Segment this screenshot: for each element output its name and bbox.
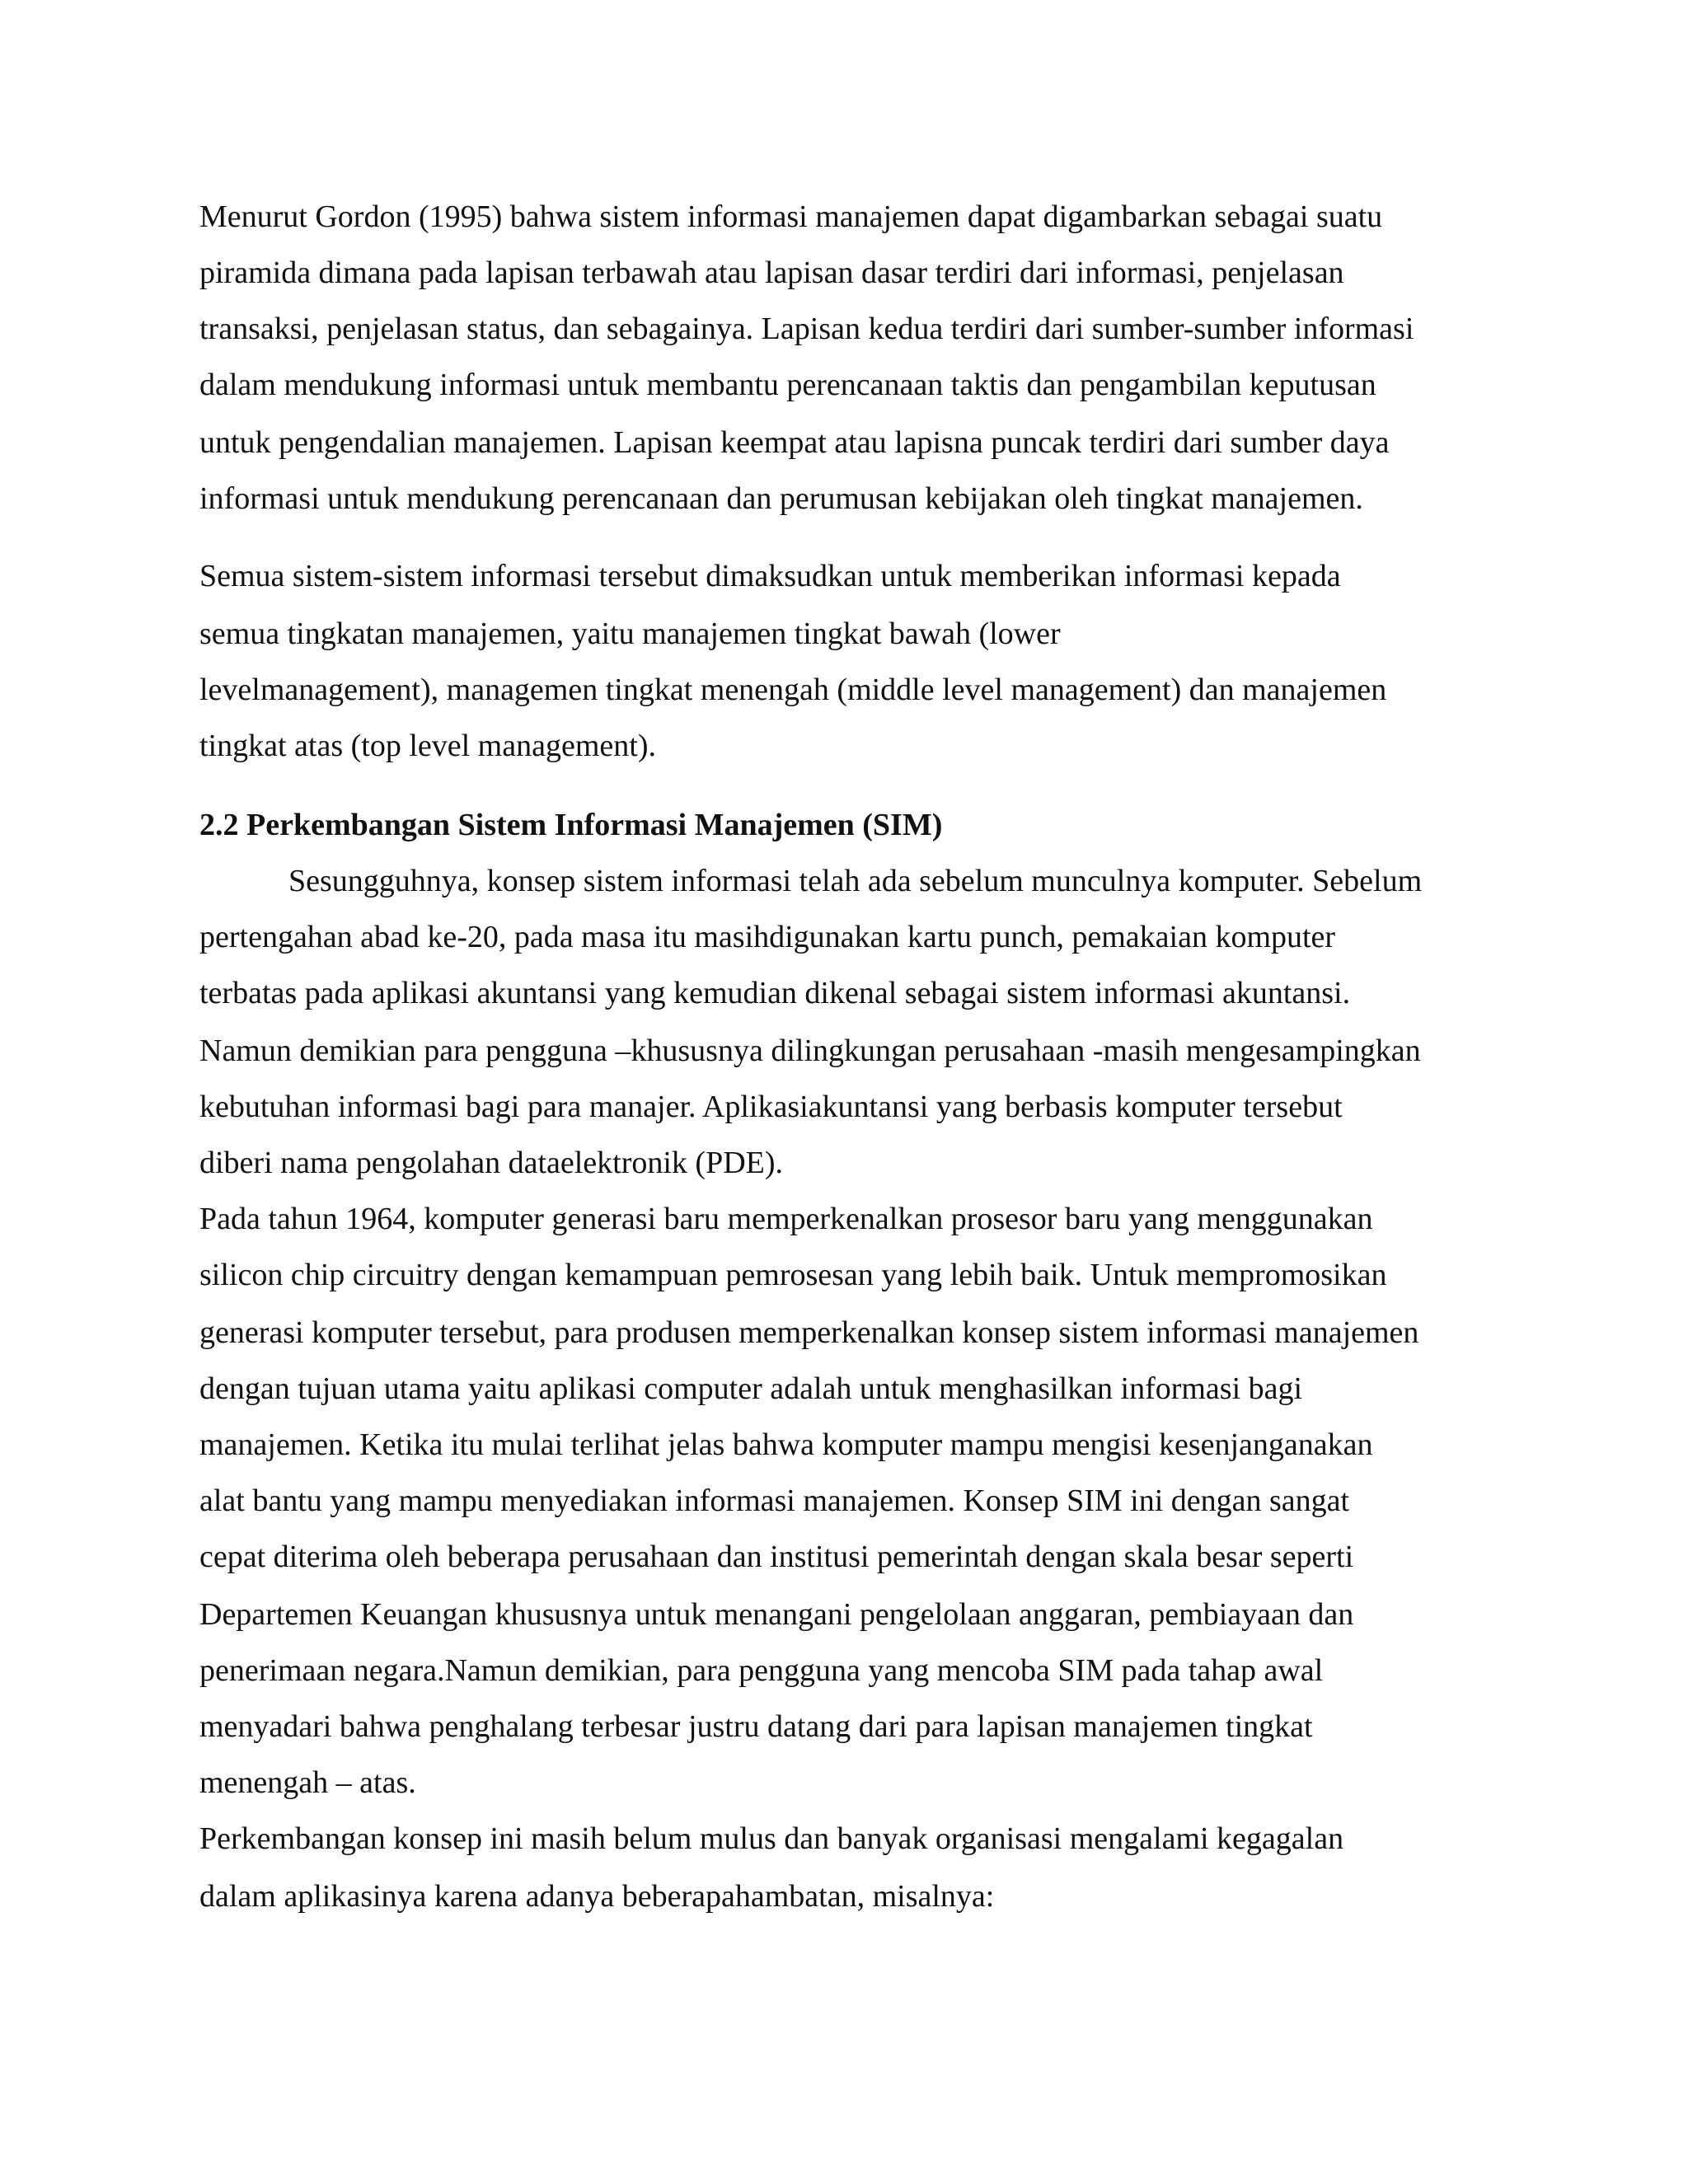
paragraph-2-line-2: semua tingkatan manajemen, yaitu manajemen tingkat bawah (lower [199,616,1061,651]
paragraph-3-line-6: diberi nama pengolahan dataelektronik (PDE). [199,1146,784,1180]
section-heading: 2.2 Perkembangan Sistem Informasi Manajemen (SIM) [199,808,943,842]
paragraph-3-line-2: pertengahan abad ke-20, pada masa itu masihdigunakan kartu punch, pemakaian komputer [199,920,1336,954]
paragraph-1-line-5: untuk pengendalian manajemen. Lapisan keempat atau lapisna puncak terdiri dari sumber daya [199,425,1390,460]
paragraph-1-line-1: Menurut Gordon (1995) bahwa sistem informasi manajemen dapat digambarkan sebagai suatu [199,199,1383,234]
paragraph-4-line-3: generasi komputer tersebut, para produsen memperkenalkan konsep sistem informasi manajemen [199,1315,1419,1350]
paragraph-4-line-11: menengah – atas. [199,1765,416,1800]
paragraph-2-line-1: Semua sistem-sistem informasi tersebut dimaksudkan untuk memberikan informasi kepada [199,559,1341,593]
paragraph-4-line-8: Departemen Keuangan khususnya untuk menangani pengelolaan anggaran, pembiayaan dan [199,1597,1354,1632]
paragraph-4-line-10: menyadari bahwa penghalang terbesar justru datang dari para lapisan manajemen tingkat [199,1709,1313,1744]
paragraph-4-line-5: manajemen. Ketika itu mulai terlihat jelas bahwa komputer mampu mengisi kesenjanganakan [199,1427,1373,1462]
paragraph-1-line-2: piramida dimana pada lapisan terbawah atau lapisan dasar terdiri dari informasi, penjelasan [199,255,1344,290]
paragraph-4-line-6: alat bantu yang mampu menyediakan informasi manajemen. Konsep SIM ini dengan sangat [199,1483,1350,1518]
paragraph-4-line-9: penerimaan negara.Namun demikian, para pengguna yang mencoba SIM pada tahap awal [199,1653,1324,1688]
paragraph-1-line-3: transaksi, penjelasan status, dan sebagainya. Lapisan kedua terdiri dari sumber-sumber informasi [199,312,1414,346]
paragraph-1-line-4: dalam mendukung informasi untuk membantu perencanaan taktis dan pengambilan keputusan [199,368,1376,402]
paragraph-4-line-4: dengan tujuan utama yaitu aplikasi computer adalah untuk menghasilkan informasi bagi [199,1371,1303,1406]
paragraph-3-line-4: Namun demikian para pengguna –khususnya dilingkungan perusahaan -masih mengesampingkan [199,1033,1421,1068]
paragraph-5-line-1: Perkembangan konsep ini masih belum mulus dan banyak organisasi mengalami kegagalan [199,1821,1344,1856]
paragraph-4-line-1: Pada tahun 1964, komputer generasi baru memperkenalkan prosesor baru yang menggunakan [199,1202,1373,1236]
paragraph-3-line-3: terbatas pada aplikasi akuntansi yang kemudian dikenal sebagai sistem informasi akuntansi. [199,976,1351,1010]
paragraph-3-line-5: kebutuhan informasi bagi para manajer. Aplikasiakuntansi yang berbasis komputer tersebut [199,1090,1343,1124]
paragraph-2-line-3: levelmanagement), managemen tingkat menengah (middle level management) dan manajemen [199,673,1387,707]
paragraph-2-line-4: tingkat atas (top level management). [199,729,656,763]
paragraph-4-line-7: cepat diterima oleh beberapa perusahaan dan institusi pemerintah dengan skala besar seperti [199,1540,1354,1574]
paragraph-3-line-1: Sesungguhnya, konsep sistem informasi telah ada sebelum munculnya komputer. Sebelum [288,864,1423,898]
paragraph-5-line-2: dalam aplikasinya karena adanya beberapahambatan, misalnya: [199,1879,995,1914]
paragraph-1-line-6: informasi untuk mendukung perencanaan dan perumusan kebijakan oleh tingkat manajemen. [199,481,1363,516]
paragraph-4-line-2: silicon chip circuitry dengan kemampuan pemrosesan yang lebih baik. Untuk mempromosikan [199,1258,1387,1292]
